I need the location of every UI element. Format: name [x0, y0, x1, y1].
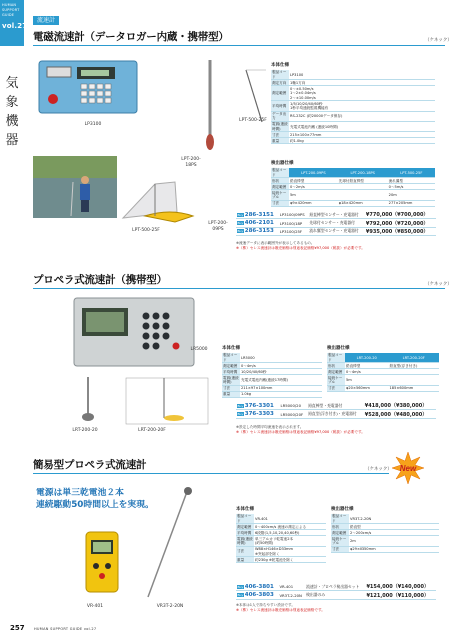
table-row: [236, 546, 326, 556]
table-cell: 先球付鉛直棒型: [338, 178, 388, 184]
sidebar-head-line: SUPPORT: [2, 8, 20, 12]
table-row: [236, 591, 436, 599]
table-cell: 鉛直型(浮き付き)・充電器付: [307, 410, 364, 418]
probe-title-1: 検出器仕様: [271, 161, 294, 166]
table-row: [331, 546, 439, 552]
buy-badge: Buy: [237, 412, 244, 417]
table-cell: 寸法: [271, 132, 289, 138]
table-cell: 測定範囲: [327, 369, 345, 375]
table-cell: [389, 375, 440, 385]
fin-sensor-image: [115, 178, 195, 224]
table-cell: 約230g ※乾電池を除く: [254, 557, 326, 563]
divider: [33, 288, 445, 289]
table-cell: 充電式電池内蔵 (連続10時間): [289, 122, 435, 132]
order-code: 376-3301: [244, 402, 274, 409]
table-cell: φ20×560mm: [345, 385, 389, 391]
table-cell: 重量: [222, 391, 240, 397]
table-row: [236, 410, 436, 418]
table-cell: 接続ケーブル: [331, 536, 349, 546]
buy-badge: Buy: [237, 584, 244, 589]
table-cell: [236, 211, 279, 219]
table-cell: 6段階(1,5,10,20,40,60秒): [254, 530, 326, 536]
table-cell: 鉛直型: [349, 524, 439, 530]
sidebar-category-char: 象: [5, 95, 19, 110]
table-cell: VR3T-2-20N: [349, 514, 439, 524]
section-label: 流速計: [33, 16, 59, 25]
table-cell: 5m: [289, 190, 338, 200]
caption-lrt-200-20: LRT-200-20: [72, 428, 98, 433]
table-cell: 0〜2m/s: [289, 184, 338, 190]
order-code: 286-3151: [244, 211, 274, 218]
table-cell: 鉛直棒型: [345, 363, 389, 369]
table-cell: 製品コード: [327, 353, 345, 363]
table-cell: φ29×Ⅱ350mm: [349, 546, 439, 552]
table-row: [236, 227, 436, 235]
caption-vr401: VR-401: [86, 604, 104, 609]
order-code: 406-3801: [244, 583, 274, 590]
table-cell: 185×600mm: [389, 385, 440, 391]
table-cell: 平均時間: [271, 101, 289, 111]
table-row: [236, 219, 436, 227]
buy-badge: Buy: [237, 221, 244, 226]
caption-sensor4: LPT-200-09PS: [208, 221, 228, 232]
table-cell: ¥154,000（¥140,000）: [365, 583, 436, 591]
field-photo: [33, 156, 117, 218]
table-cell: ¥792,000（¥720,000）: [365, 219, 436, 227]
table-cell: LPT-200-18PS: [338, 168, 388, 178]
table-cell: LP3100/09PS: [279, 211, 309, 219]
table-cell: 充電式電池内蔵(連続17時間): [240, 375, 322, 385]
table-cell: 1軸1方向: [289, 80, 435, 86]
sidebar-head-line: HUMAN: [2, 3, 17, 7]
table-cell: 0〜±0.50m/s 1〜2±0.04m/s 2〜±10.00m/s: [289, 86, 435, 101]
table-cell: LPT-500-25F: [388, 168, 435, 178]
table-cell: データ出力: [271, 111, 289, 121]
table-row: [271, 200, 435, 206]
maker-2: （ケネック）: [425, 282, 452, 287]
left-sidebar: [0, 0, 28, 644]
order-code: 406-3803: [244, 592, 274, 599]
new-badge: [392, 452, 424, 484]
table-cell: 0〜4m/s: [240, 363, 322, 369]
table-cell: 製品コード: [236, 514, 254, 524]
table-row: [236, 211, 436, 219]
lr5000-device-image: [72, 296, 198, 370]
spec-title-2: 本体仕様: [222, 346, 240, 351]
guide-name: HUMAN SUPPORT GUIDE vol.27: [34, 627, 97, 631]
probe-table-2: [327, 353, 439, 392]
spec-title-3: 本体仕様: [236, 507, 254, 512]
table-row: [271, 190, 435, 200]
table-cell: ¥528,000（¥480,000）: [364, 410, 436, 418]
table-cell: ¥121,000（¥110,000）: [365, 591, 436, 599]
table-row: [331, 536, 439, 546]
vr3t-probe-image: [140, 485, 200, 603]
probe-table-3: [331, 514, 439, 553]
table-cell: W88×H146×D33mm ※突起部を除く: [254, 546, 326, 556]
table-cell: 鉛直棒型: [289, 178, 338, 184]
lp3100-device-image: [37, 57, 143, 117]
order-table-3: [236, 583, 436, 600]
table-row: [222, 375, 322, 385]
table-cell: ¥935,000（¥850,000）: [365, 227, 436, 235]
table-cell: 鉛直棒型センサー・充電器付: [308, 211, 365, 219]
note-2b: ※（株）セレス流速計は販売価格は別途表記価格¥97,000（税抜）が必要です。: [236, 430, 365, 434]
order-table-2: [236, 402, 436, 419]
spec-table-1: [271, 70, 435, 144]
table-cell: 2〜200cm/s: [349, 530, 439, 536]
product-title-2: プロペラ式流速計（携帯型）: [33, 274, 167, 286]
table-cell: ¥418,000（¥380,000）: [364, 402, 436, 410]
table-cell: [338, 190, 388, 200]
table-cell: 約1.0kg: [289, 138, 435, 144]
table-row: [271, 101, 435, 111]
table-cell: LRT-200-20: [345, 353, 389, 363]
table-cell: 277×205mm: [388, 200, 435, 206]
table-cell: 形状: [327, 363, 345, 369]
table-cell: 検出器のみ: [305, 591, 365, 599]
sidebar-guide-tab: [0, 0, 28, 46]
sidebar-category-char: 気: [5, 76, 19, 91]
spec-table-3: [236, 514, 326, 563]
table-cell: LP3100/25F: [279, 227, 309, 235]
table-cell: LRT-200-20F: [389, 353, 440, 363]
table-cell: 211×97×100mm: [240, 385, 322, 391]
table-cell: 0〜5m/s: [388, 184, 435, 190]
buy-badge: Buy: [237, 212, 244, 217]
table-cell: 鉛直棒型・充電器付: [307, 402, 364, 410]
table-row: [271, 138, 435, 144]
table-cell: 10/20/40/60秒: [240, 369, 322, 375]
note-1a: ※流速データに表示範囲外が表示してあるもの。: [236, 241, 315, 245]
order-code: 286-3153: [244, 228, 274, 235]
probe-title-3: 検出器仕様: [331, 507, 354, 512]
table-row: [271, 70, 435, 80]
table-cell: LR5000/20: [279, 402, 307, 410]
table-cell: 5m: [345, 375, 389, 385]
table-cell: LR5000/20F: [279, 410, 307, 418]
order-code: 406-2101: [244, 220, 274, 227]
table-cell: [236, 410, 279, 418]
divider: [33, 45, 445, 46]
table-cell: 形状: [271, 178, 289, 184]
table-cell: [236, 227, 279, 235]
table-cell: 製品コード: [271, 70, 289, 80]
table-cell: 20m: [388, 190, 435, 200]
table-cell: 寸法: [327, 385, 345, 391]
table-row: [236, 583, 436, 591]
table-cell: φ9×420mm: [289, 200, 338, 206]
table-cell: 製品コード: [331, 514, 349, 524]
caption-lp3100: LP3100: [84, 122, 102, 127]
table-row: [271, 168, 435, 178]
table-cell: 平均時間: [236, 530, 254, 536]
table-row: [331, 514, 439, 524]
table-row: [236, 402, 436, 410]
table-row: [236, 557, 326, 563]
table-cell: LP3100/18P: [279, 219, 309, 227]
svg-text:New: New: [399, 464, 417, 473]
probe-rod-image: [203, 58, 217, 156]
maker-1: （ケネック）: [425, 38, 452, 43]
table-cell: LR5000: [240, 353, 322, 363]
note-3a: ※本体は1人で持ちやすい設計です。: [236, 603, 295, 607]
caption-vr3t: VR3T-2-20N: [156, 604, 184, 609]
table-cell: 流れ翼型: [388, 178, 435, 184]
table-cell: 1.0kg: [240, 391, 322, 397]
table-cell: ¥770,000（¥700,000）: [365, 211, 436, 219]
table-cell: 電源(連続時間): [272, 122, 288, 131]
table-cell: [236, 583, 278, 591]
caption-lrt-200-20f: LRT-200-20F: [138, 428, 166, 433]
table-cell: 平均時間: [222, 369, 240, 375]
table-cell: 先球付センサー・充電器付: [308, 219, 365, 227]
table-cell: [236, 219, 279, 227]
note-1b: ※（株）セレス流速計は販売価格は別途表記価格¥97,000（税抜）が必要です。: [236, 246, 365, 250]
vr401-device-image: [82, 530, 122, 596]
table-cell: 0〜400cm/s 流速の測定による: [254, 524, 326, 530]
table-cell: LPT-200-09PS: [289, 168, 338, 178]
order-table-1: [236, 211, 436, 236]
buy-badge: Buy: [237, 593, 244, 598]
table-cell: 2m: [349, 536, 439, 546]
table-row: [327, 385, 439, 391]
caption-sensor1: LPT-500-25F: [239, 118, 267, 123]
buy-badge: Buy: [237, 229, 244, 234]
table-cell: 測定範囲: [331, 530, 349, 536]
table-cell: 寸法: [222, 385, 240, 391]
sidebar-category-char: 機: [5, 114, 19, 129]
table-cell: 重量: [236, 557, 254, 563]
table-cell: 電源(連続時間): [237, 536, 253, 546]
table-row: [222, 391, 322, 397]
product-title-3: 簡易型プロペラ式流速計: [33, 459, 147, 471]
divider: [33, 473, 389, 474]
sidebar-category: [4, 74, 20, 150]
table-cell: VR-401: [254, 514, 326, 524]
note-3b: ※（株）セレス流速計は販売価格は別途表記価格です。: [236, 608, 325, 612]
order-code: 376-3303: [244, 411, 274, 418]
spec-title-1: 本体仕様: [271, 63, 289, 68]
table-cell: 1/5/10/20/40/60秒 1秒平均連続監視機能有: [289, 101, 435, 111]
probe-table-1: [271, 168, 435, 207]
probe-title-2: 検出器仕様: [327, 346, 350, 351]
table-cell: VR3T-2-20N: [278, 591, 305, 599]
table-cell: 測定方向: [271, 80, 289, 86]
table-cell: 接続ケーブル: [271, 190, 289, 200]
table-cell: 鉛直型(浮き付き): [389, 363, 440, 369]
table-cell: 測定範囲: [222, 363, 240, 369]
maker-3: （ケネック）: [365, 467, 392, 472]
table-row: [236, 514, 326, 524]
sidebar-head-line: GUIDE: [2, 13, 15, 17]
table-cell: 測定範囲: [271, 86, 289, 101]
table-cell: 0〜4m/s: [345, 369, 389, 375]
propeller-float-diagram: [120, 372, 220, 428]
sidebar-category-char: 器: [5, 133, 19, 148]
caption-sensor3: LPT-500-25F: [132, 228, 160, 233]
table-cell: LP3100: [289, 70, 435, 80]
table-cell: 製品コード: [271, 168, 289, 178]
table-cell: 形状: [331, 524, 349, 530]
propeller-rod-image: [72, 375, 104, 425]
spec-table-2: [222, 353, 322, 398]
caption-sensor2: LPT-200-18PS: [181, 157, 201, 168]
product-title-1: 電磁流速計（データロガー内蔵・携帯型）: [33, 31, 229, 43]
table-cell: 単三アルカリ乾電池2本 (約50時間): [254, 536, 326, 546]
table-row: [271, 111, 435, 121]
table-row: [222, 353, 322, 363]
sidebar-head-line: vol.27: [2, 22, 28, 30]
table-cell: [236, 402, 279, 410]
table-cell: 接続ケーブル: [327, 375, 345, 385]
buy-badge: Buy: [237, 403, 244, 408]
table-cell: 寸法: [331, 546, 349, 552]
probe-fin-image: [242, 66, 268, 126]
page-number: 257: [10, 624, 25, 632]
table-cell: 電源(連続時間): [223, 375, 239, 385]
table-row: [271, 86, 435, 101]
table-cell: 215×100×77mm: [289, 132, 435, 138]
note-2a: ※設定した時間平均流速を表示されます。: [236, 425, 304, 429]
table-cell: 測定範囲: [271, 184, 289, 190]
table-cell: [236, 591, 278, 599]
table-cell: φ18×420mm: [338, 200, 388, 206]
table-cell: 寸法: [236, 546, 254, 556]
table-row: [236, 536, 326, 546]
table-row: [327, 353, 439, 363]
table-row: [327, 375, 439, 385]
table-cell: 重量: [271, 138, 289, 144]
table-cell: 製品コード: [222, 353, 240, 363]
table-cell: 流速計・プロペラ検出器セット: [305, 583, 365, 591]
table-cell: RS-232C (約20000データ保存): [289, 111, 435, 121]
table-cell: VR-401: [278, 583, 305, 591]
table-row: [271, 122, 435, 132]
table-cell: 寸法: [271, 200, 289, 206]
table-cell: 測定範囲: [236, 524, 254, 530]
caption-lr5000: LR5000: [190, 347, 208, 352]
table-cell: 流れ翼型センサー・充電器付: [308, 227, 365, 235]
promo-text: 電源は単三乾電池２本 連続駆動50時間以上を実現。: [36, 488, 154, 510]
